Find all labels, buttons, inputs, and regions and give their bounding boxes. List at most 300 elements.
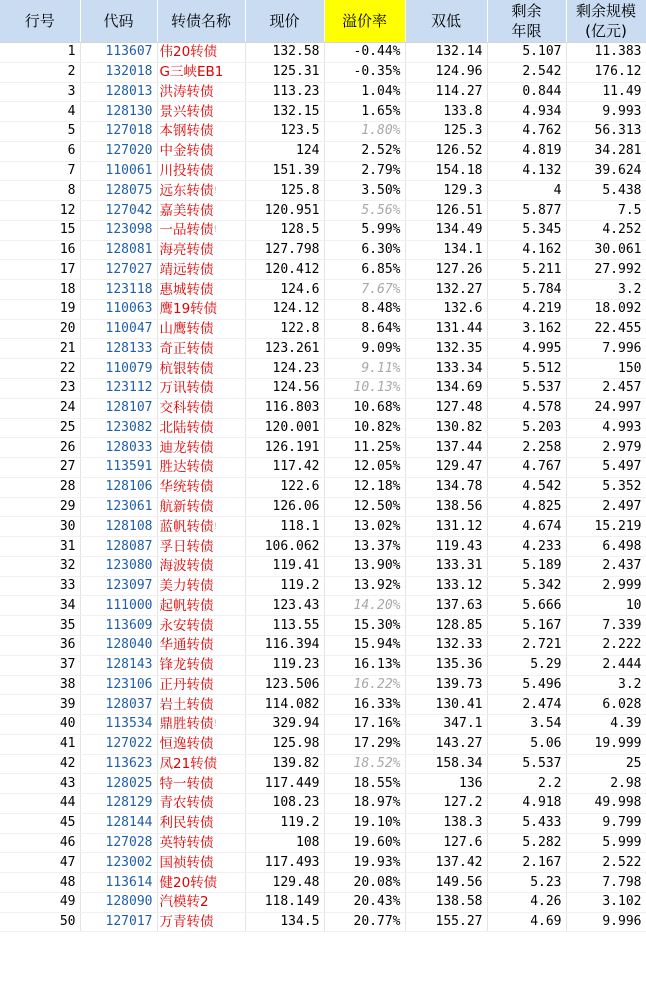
cell-name[interactable] (157, 635, 245, 655)
header-double-low[interactable]: 双低 (405, 0, 487, 43)
cell-double-low[interactable]: 133.34 (405, 359, 487, 379)
cell-premium[interactable]: 20.77% (324, 912, 405, 932)
cell-row-number[interactable]: 36 (0, 635, 80, 655)
cell-remaining-scale[interactable]: 19.999 (566, 734, 646, 754)
cell-double-low[interactable]: 130.82 (405, 418, 487, 438)
cell-remaining-years[interactable]: 4.995 (487, 339, 566, 359)
table-row[interactable] (0, 240, 646, 260)
cell-remaining-years[interactable]: 2.542 (487, 62, 566, 82)
cell-premium[interactable]: 7.67% (324, 280, 405, 300)
cell-code[interactable]: 110079 (80, 359, 157, 379)
cell-price[interactable]: 124.6 (245, 280, 324, 300)
cell-row-number[interactable]: 27 (0, 458, 80, 478)
cell-row-number[interactable]: 41 (0, 734, 80, 754)
cell-remaining-scale[interactable]: 27.992 (566, 260, 646, 280)
cell-double-low[interactable]: 130.41 (405, 695, 487, 715)
cell-price[interactable]: 108 (245, 833, 324, 853)
cell-remaining-years[interactable]: 4.69 (487, 912, 566, 932)
cell-code[interactable]: 110047 (80, 319, 157, 339)
cell-double-low[interactable]: 129.47 (405, 458, 487, 478)
table-row[interactable] (0, 556, 646, 576)
cell-premium[interactable]: 3.50% (324, 181, 405, 201)
cell-row-number[interactable]: 48 (0, 873, 80, 893)
cell-row-number[interactable]: 39 (0, 695, 80, 715)
cell-double-low[interactable]: 132.6 (405, 299, 487, 319)
cell-remaining-years[interactable]: 5.496 (487, 675, 566, 695)
cell-premium[interactable]: 16.33% (324, 695, 405, 715)
cell-price[interactable]: 119.2 (245, 813, 324, 833)
cell-remaining-scale[interactable]: 2.497 (566, 497, 646, 517)
cell-price[interactable]: 151.39 (245, 161, 324, 181)
cell-double-low[interactable]: 134.1 (405, 240, 487, 260)
cell-double-low[interactable]: 138.56 (405, 497, 487, 517)
cell-row-number[interactable]: 15 (0, 220, 80, 240)
cell-price[interactable]: 123.261 (245, 339, 324, 359)
cell-double-low[interactable]: 127.6 (405, 833, 487, 853)
cell-name[interactable] (157, 537, 245, 557)
cell-name[interactable] (157, 675, 245, 695)
cell-premium[interactable]: 1.65% (324, 102, 405, 122)
cell-name[interactable] (157, 912, 245, 932)
cell-double-low[interactable]: 137.63 (405, 596, 487, 616)
cell-premium[interactable]: 12.50% (324, 497, 405, 517)
cell-premium[interactable]: 14.20% (324, 596, 405, 616)
table-row[interactable] (0, 833, 646, 853)
cell-remaining-years[interactable]: 5.29 (487, 655, 566, 675)
cell-row-number[interactable]: 3 (0, 82, 80, 102)
table-row[interactable] (0, 359, 646, 379)
cell-code[interactable]: 127028 (80, 833, 157, 853)
cell-remaining-scale[interactable]: 5.352 (566, 477, 646, 497)
cell-double-low[interactable]: 136 (405, 774, 487, 794)
cell-name[interactable] (157, 794, 245, 814)
cell-name[interactable] (157, 477, 245, 497)
cell-remaining-years[interactable]: 5.167 (487, 616, 566, 636)
cell-code[interactable]: 127027 (80, 260, 157, 280)
cell-row-number[interactable]: 35 (0, 616, 80, 636)
cell-row-number[interactable]: 21 (0, 339, 80, 359)
cell-premium[interactable]: 19.60% (324, 833, 405, 853)
cell-remaining-scale[interactable]: 6.028 (566, 695, 646, 715)
cell-remaining-years[interactable]: 4.767 (487, 458, 566, 478)
cell-double-low[interactable]: 143.27 (405, 734, 487, 754)
cell-remaining-years[interactable]: 4.674 (487, 517, 566, 537)
cell-price[interactable]: 120.951 (245, 201, 324, 221)
cell-name[interactable] (157, 556, 245, 576)
table-row[interactable] (0, 418, 646, 438)
cell-remaining-scale[interactable]: 39.624 (566, 161, 646, 181)
cell-name[interactable] (157, 517, 245, 537)
cell-double-low[interactable]: 135.36 (405, 655, 487, 675)
cell-premium[interactable]: 13.02% (324, 517, 405, 537)
cell-premium[interactable]: 19.10% (324, 813, 405, 833)
table-row[interactable] (0, 339, 646, 359)
cell-double-low[interactable]: 128.85 (405, 616, 487, 636)
cell-remaining-years[interactable]: 5.537 (487, 754, 566, 774)
cell-double-low[interactable]: 132.14 (405, 43, 487, 63)
cell-double-low[interactable]: 133.12 (405, 576, 487, 596)
cell-remaining-scale[interactable]: 2.444 (566, 655, 646, 675)
table-row[interactable] (0, 616, 646, 636)
table-row[interactable] (0, 201, 646, 221)
cell-name[interactable] (157, 596, 245, 616)
cell-premium[interactable]: 17.16% (324, 715, 405, 735)
cell-double-low[interactable]: 133.31 (405, 556, 487, 576)
cell-double-low[interactable]: 127.26 (405, 260, 487, 280)
cell-remaining-years[interactable]: 5.282 (487, 833, 566, 853)
cell-code[interactable]: 123061 (80, 497, 157, 517)
cell-code[interactable]: 123106 (80, 675, 157, 695)
cell-double-low[interactable]: 155.27 (405, 912, 487, 932)
cell-row-number[interactable]: 22 (0, 359, 80, 379)
cell-price[interactable]: 124.23 (245, 359, 324, 379)
cell-row-number[interactable]: 1 (0, 43, 80, 63)
cell-name[interactable] (157, 122, 245, 142)
cell-premium[interactable]: 1.80% (324, 122, 405, 142)
cell-double-low[interactable]: 139.73 (405, 675, 487, 695)
cell-remaining-years[interactable]: 4.918 (487, 794, 566, 814)
cell-code[interactable]: 128090 (80, 892, 157, 912)
cell-row-number[interactable]: 25 (0, 418, 80, 438)
cell-remaining-scale[interactable]: 5.999 (566, 833, 646, 853)
table-row[interactable] (0, 655, 646, 675)
cell-price[interactable]: 120.412 (245, 260, 324, 280)
cell-double-low[interactable]: 138.58 (405, 892, 487, 912)
cell-remaining-years[interactable]: 5.537 (487, 379, 566, 399)
table-row[interactable] (0, 477, 646, 497)
cell-row-number[interactable]: 19 (0, 299, 80, 319)
cell-row-number[interactable]: 45 (0, 813, 80, 833)
cell-code[interactable]: 110061 (80, 161, 157, 181)
cell-premium[interactable]: 18.52% (324, 754, 405, 774)
cell-name[interactable] (157, 339, 245, 359)
header-remaining-scale[interactable] (566, 0, 646, 43)
cell-row-number[interactable]: 8 (0, 181, 80, 201)
cell-code[interactable]: 132018 (80, 62, 157, 82)
cell-name[interactable] (157, 754, 245, 774)
cell-row-number[interactable]: 43 (0, 774, 80, 794)
cell-remaining-scale[interactable]: 24.997 (566, 398, 646, 418)
cell-name[interactable] (157, 458, 245, 478)
cell-remaining-scale[interactable]: 9.799 (566, 813, 646, 833)
cell-price[interactable]: 139.82 (245, 754, 324, 774)
cell-row-number[interactable]: 37 (0, 655, 80, 675)
cell-price[interactable]: 122.6 (245, 477, 324, 497)
cell-remaining-years[interactable]: 5.342 (487, 576, 566, 596)
cell-premium[interactable]: 9.11% (324, 359, 405, 379)
cell-row-number[interactable]: 33 (0, 576, 80, 596)
cell-remaining-scale[interactable]: 2.437 (566, 556, 646, 576)
cell-row-number[interactable]: 20 (0, 319, 80, 339)
cell-price[interactable]: 124.56 (245, 379, 324, 399)
table-row[interactable] (0, 458, 646, 478)
cell-remaining-years[interactable]: 4.233 (487, 537, 566, 557)
table-row[interactable] (0, 517, 646, 537)
cell-code[interactable]: 128013 (80, 82, 157, 102)
cell-price[interactable]: 118.1 (245, 517, 324, 537)
cell-price[interactable]: 123.5 (245, 122, 324, 142)
cell-remaining-years[interactable]: 5.784 (487, 280, 566, 300)
cell-double-low[interactable]: 127.48 (405, 398, 487, 418)
cell-row-number[interactable]: 23 (0, 379, 80, 399)
cell-remaining-years[interactable]: 4.578 (487, 398, 566, 418)
cell-remaining-scale[interactable]: 2.98 (566, 774, 646, 794)
cell-name[interactable] (157, 181, 245, 201)
cell-price[interactable]: 108.23 (245, 794, 324, 814)
cell-premium[interactable]: 18.97% (324, 794, 405, 814)
cell-code[interactable]: 123002 (80, 853, 157, 873)
cell-row-number[interactable]: 32 (0, 556, 80, 576)
cell-remaining-scale[interactable]: 7.798 (566, 873, 646, 893)
cell-premium[interactable]: 10.68% (324, 398, 405, 418)
cell-row-number[interactable]: 34 (0, 596, 80, 616)
header-code[interactable]: 代码 (80, 0, 157, 43)
cell-premium[interactable]: 16.22% (324, 675, 405, 695)
cell-price[interactable]: 117.42 (245, 458, 324, 478)
header-price[interactable]: 现价 (245, 0, 324, 43)
cell-remaining-years[interactable]: 5.211 (487, 260, 566, 280)
cell-remaining-scale[interactable]: 7.996 (566, 339, 646, 359)
table-row[interactable] (0, 537, 646, 557)
cell-remaining-years[interactable]: 2.258 (487, 438, 566, 458)
table-row[interactable] (0, 715, 646, 735)
cell-remaining-scale[interactable]: 4.252 (566, 220, 646, 240)
cell-price[interactable]: 126.191 (245, 438, 324, 458)
cell-name[interactable] (157, 201, 245, 221)
table-row[interactable] (0, 220, 646, 240)
cell-row-number[interactable]: 50 (0, 912, 80, 932)
table-row[interactable] (0, 299, 646, 319)
cell-code[interactable]: 128133 (80, 339, 157, 359)
table-row[interactable] (0, 260, 646, 280)
cell-price[interactable]: 118.149 (245, 892, 324, 912)
cell-premium[interactable]: 6.30% (324, 240, 405, 260)
cell-row-number[interactable]: 38 (0, 675, 80, 695)
cell-price[interactable]: 128.5 (245, 220, 324, 240)
cell-code[interactable]: 123097 (80, 576, 157, 596)
cell-name[interactable] (157, 438, 245, 458)
table-row[interactable] (0, 774, 646, 794)
table-row[interactable] (0, 912, 646, 932)
cell-premium[interactable]: 18.55% (324, 774, 405, 794)
cell-double-low[interactable]: 134.49 (405, 220, 487, 240)
cell-name[interactable] (157, 892, 245, 912)
cell-remaining-scale[interactable]: 7.339 (566, 616, 646, 636)
cell-code[interactable]: 113609 (80, 616, 157, 636)
cell-name[interactable] (157, 853, 245, 873)
cell-code[interactable]: 113534 (80, 715, 157, 735)
cell-row-number[interactable]: 2 (0, 62, 80, 82)
cell-remaining-scale[interactable]: 10 (566, 596, 646, 616)
cell-double-low[interactable]: 132.33 (405, 635, 487, 655)
cell-code[interactable]: 123080 (80, 556, 157, 576)
cell-premium[interactable]: 12.05% (324, 458, 405, 478)
cell-row-number[interactable]: 12 (0, 201, 80, 221)
cell-remaining-scale[interactable]: 3.2 (566, 675, 646, 695)
cell-row-number[interactable]: 40 (0, 715, 80, 735)
cell-double-low[interactable]: 131.44 (405, 319, 487, 339)
cell-code[interactable]: 127018 (80, 122, 157, 142)
cell-double-low[interactable]: 133.8 (405, 102, 487, 122)
cell-price[interactable]: 124.12 (245, 299, 324, 319)
table-row[interactable] (0, 43, 646, 63)
cell-code[interactable]: 128107 (80, 398, 157, 418)
cell-remaining-scale[interactable]: 11.49 (566, 82, 646, 102)
table-row[interactable] (0, 319, 646, 339)
cell-remaining-scale[interactable]: 9.993 (566, 102, 646, 122)
cell-name[interactable] (157, 379, 245, 399)
cell-code[interactable]: 127020 (80, 141, 157, 161)
table-row[interactable] (0, 734, 646, 754)
cell-double-low[interactable]: 119.43 (405, 537, 487, 557)
table-row[interactable] (0, 892, 646, 912)
table-row[interactable] (0, 695, 646, 715)
cell-premium[interactable]: 19.93% (324, 853, 405, 873)
cell-name[interactable] (157, 497, 245, 517)
cell-double-low[interactable]: 138.3 (405, 813, 487, 833)
cell-name[interactable] (157, 82, 245, 102)
cell-price[interactable]: 117.493 (245, 853, 324, 873)
cell-remaining-scale[interactable]: 56.313 (566, 122, 646, 142)
cell-premium[interactable]: 2.79% (324, 161, 405, 181)
table-row[interactable] (0, 62, 646, 82)
cell-remaining-years[interactable]: 5.06 (487, 734, 566, 754)
cell-row-number[interactable]: 31 (0, 537, 80, 557)
cell-premium[interactable]: 13.92% (324, 576, 405, 596)
cell-remaining-years[interactable]: 4.825 (487, 497, 566, 517)
cell-remaining-years[interactable]: 5.433 (487, 813, 566, 833)
cell-price[interactable]: 125.8 (245, 181, 324, 201)
cell-double-low[interactable]: 124.96 (405, 62, 487, 82)
cell-row-number[interactable]: 49 (0, 892, 80, 912)
cell-remaining-years[interactable]: 4.542 (487, 477, 566, 497)
cell-double-low[interactable]: 125.3 (405, 122, 487, 142)
table-row[interactable] (0, 82, 646, 102)
table-row[interactable] (0, 596, 646, 616)
cell-name[interactable] (157, 43, 245, 63)
cell-name[interactable] (157, 616, 245, 636)
cell-price[interactable]: 329.94 (245, 715, 324, 735)
cell-price[interactable]: 119.2 (245, 576, 324, 596)
table-row[interactable] (0, 141, 646, 161)
cell-premium[interactable]: 16.13% (324, 655, 405, 675)
cell-remaining-years[interactable]: 5.203 (487, 418, 566, 438)
cell-name[interactable] (157, 813, 245, 833)
cell-price[interactable]: 120.001 (245, 418, 324, 438)
cell-remaining-scale[interactable]: 5.438 (566, 181, 646, 201)
cell-premium[interactable]: 15.30% (324, 616, 405, 636)
cell-remaining-scale[interactable]: 2.222 (566, 635, 646, 655)
cell-name[interactable] (157, 873, 245, 893)
cell-remaining-scale[interactable]: 34.281 (566, 141, 646, 161)
cell-name[interactable] (157, 299, 245, 319)
table-row[interactable] (0, 398, 646, 418)
cell-name[interactable] (157, 655, 245, 675)
cell-code[interactable]: 123098 (80, 220, 157, 240)
cell-code[interactable]: 113614 (80, 873, 157, 893)
cell-row-number[interactable]: 44 (0, 794, 80, 814)
cell-name[interactable] (157, 576, 245, 596)
cell-double-low[interactable]: 132.35 (405, 339, 487, 359)
cell-price[interactable]: 126.06 (245, 497, 324, 517)
cell-code[interactable]: 113607 (80, 43, 157, 63)
cell-row-number[interactable]: 26 (0, 438, 80, 458)
cell-double-low[interactable]: 114.27 (405, 82, 487, 102)
cell-double-low[interactable]: 132.27 (405, 280, 487, 300)
cell-name[interactable] (157, 833, 245, 853)
cell-premium[interactable]: 13.90% (324, 556, 405, 576)
cell-remaining-years[interactable]: 2.2 (487, 774, 566, 794)
cell-premium[interactable]: 8.48% (324, 299, 405, 319)
cell-code[interactable]: 128033 (80, 438, 157, 458)
cell-code[interactable]: 127022 (80, 734, 157, 754)
cell-code[interactable]: 123118 (80, 280, 157, 300)
cell-code[interactable]: 128025 (80, 774, 157, 794)
cell-price[interactable]: 125.31 (245, 62, 324, 82)
cell-name[interactable] (157, 398, 245, 418)
cell-double-low[interactable]: 137.42 (405, 853, 487, 873)
cell-premium[interactable]: 11.25% (324, 438, 405, 458)
cell-premium[interactable]: 10.13% (324, 379, 405, 399)
table-row[interactable] (0, 181, 646, 201)
cell-remaining-scale[interactable]: 15.219 (566, 517, 646, 537)
cell-name[interactable] (157, 319, 245, 339)
cell-premium[interactable]: -0.44% (324, 43, 405, 63)
cell-code[interactable]: 128143 (80, 655, 157, 675)
cell-code[interactable]: 123082 (80, 418, 157, 438)
cell-remaining-scale[interactable]: 9.996 (566, 912, 646, 932)
cell-double-low[interactable]: 149.56 (405, 873, 487, 893)
cell-name[interactable] (157, 734, 245, 754)
cell-remaining-scale[interactable]: 49.998 (566, 794, 646, 814)
cell-remaining-scale[interactable]: 6.498 (566, 537, 646, 557)
table-row[interactable] (0, 813, 646, 833)
table-row[interactable] (0, 438, 646, 458)
cell-remaining-years[interactable]: 5.189 (487, 556, 566, 576)
cell-premium[interactable]: 15.94% (324, 635, 405, 655)
header-premium[interactable]: 溢价率 (324, 0, 405, 43)
cell-remaining-scale[interactable]: 2.999 (566, 576, 646, 596)
cell-remaining-years[interactable]: 4.162 (487, 240, 566, 260)
cell-double-low[interactable]: 134.69 (405, 379, 487, 399)
cell-premium[interactable]: 5.56% (324, 201, 405, 221)
table-row[interactable] (0, 161, 646, 181)
cell-remaining-years[interactable]: 2.721 (487, 635, 566, 655)
cell-code[interactable]: 123112 (80, 379, 157, 399)
cell-price[interactable]: 132.58 (245, 43, 324, 63)
cell-price[interactable]: 119.23 (245, 655, 324, 675)
cell-row-number[interactable]: 5 (0, 122, 80, 142)
cell-remaining-scale[interactable]: 150 (566, 359, 646, 379)
cell-remaining-scale[interactable]: 3.102 (566, 892, 646, 912)
table-row[interactable] (0, 675, 646, 695)
cell-remaining-years[interactable]: 5.512 (487, 359, 566, 379)
cell-code[interactable]: 128075 (80, 181, 157, 201)
cell-premium[interactable]: 9.09% (324, 339, 405, 359)
cell-double-low[interactable]: 134.78 (405, 477, 487, 497)
cell-remaining-scale[interactable]: 22.455 (566, 319, 646, 339)
cell-price[interactable]: 123.506 (245, 675, 324, 695)
cell-name[interactable] (157, 695, 245, 715)
cell-remaining-scale[interactable]: 30.061 (566, 240, 646, 260)
table-row[interactable] (0, 280, 646, 300)
cell-remaining-years[interactable]: 2.474 (487, 695, 566, 715)
cell-remaining-years[interactable]: 4.819 (487, 141, 566, 161)
cell-double-low[interactable]: 154.18 (405, 161, 487, 181)
cell-remaining-scale[interactable]: 5.497 (566, 458, 646, 478)
cell-row-number[interactable]: 17 (0, 260, 80, 280)
cell-premium[interactable]: 2.52% (324, 141, 405, 161)
